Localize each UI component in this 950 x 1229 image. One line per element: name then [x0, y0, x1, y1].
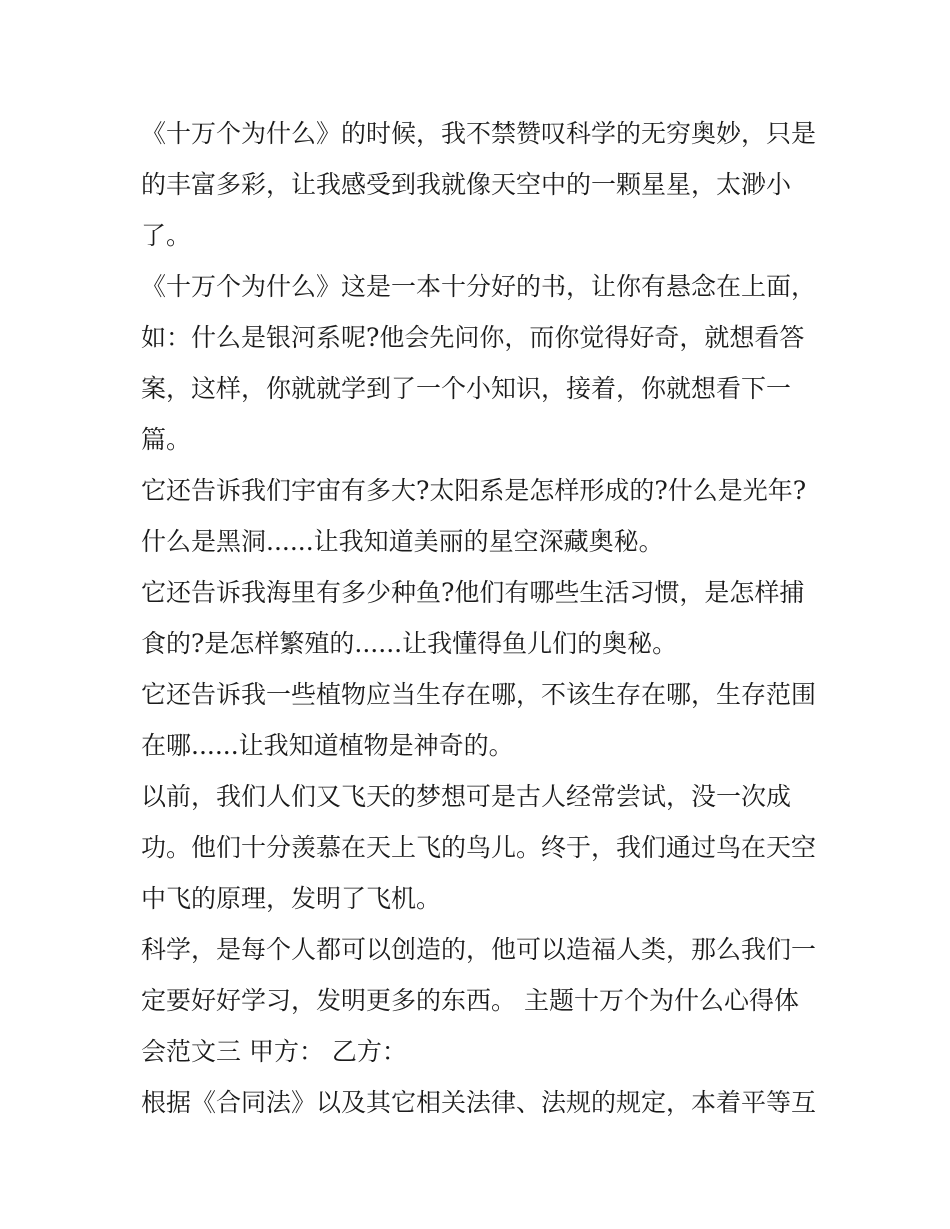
text-line: 了。 — [141, 221, 192, 250]
text-line: 在哪......让我知道植物是神奇的。 — [141, 731, 514, 760]
text-line: 定要好好学习，发明更多的东西。 主题十万个为什么心得体 — [141, 986, 799, 1015]
text-line: 它还告诉我海里有多少种鱼?他们有哪些生活习惯，是怎样捕 — [141, 578, 805, 607]
text-line: 如：什么是银河系呢?他会先问你，而你觉得好奇，就想看答 — [141, 323, 805, 352]
text-line: 以前，我们人们又飞天的梦想可是古人经常尝试，没一次成 — [141, 782, 792, 811]
text-line: 科学，是每个人都可以创造的，他可以造福人类，那么我们一 — [141, 935, 817, 964]
text-line: 它还告诉我一些植物应当生存在哪，不该生存在哪，生存范围 — [141, 680, 817, 709]
text-line: 《十万个为什么》这是一本十分好的书，让你有悬念在上面， — [141, 272, 817, 301]
text-line: 食的?是怎样繁殖的......让我懂得鱼儿们的奥秘。 — [141, 629, 678, 658]
text-line: 根据《合同法》以及其它相关法律、法规的规定，本着平等互 — [141, 1088, 817, 1117]
text-line: 案，这样，你就就学到了一个小知识，接着，你就想看下一 — [141, 374, 792, 403]
text-line: 什么是黑洞......让我知道美丽的星空深藏奥秘。 — [141, 527, 664, 556]
text-line: 它还告诉我们宇宙有多大?太阳系是怎样形成的?什么是光年? — [141, 476, 807, 505]
text-line: 功。他们十分羡慕在天上飞的鸟儿。终于，我们通过鸟在天空 — [141, 833, 817, 862]
text-line: 篇。 — [141, 425, 192, 454]
document-body — [141, 108, 821, 1128]
text-line: 中飞的原理，发明了飞机。 — [141, 884, 442, 913]
text-line: 《十万个为什么》的时候，我不禁赞叹科学的无穷奥妙，只是 — [141, 119, 817, 148]
text-line: 的丰富多彩，让我感受到我就像天空中的一颗星星，太渺小 — [141, 170, 792, 199]
text-line: 会范文三 甲方： 乙方： — [141, 1037, 407, 1066]
